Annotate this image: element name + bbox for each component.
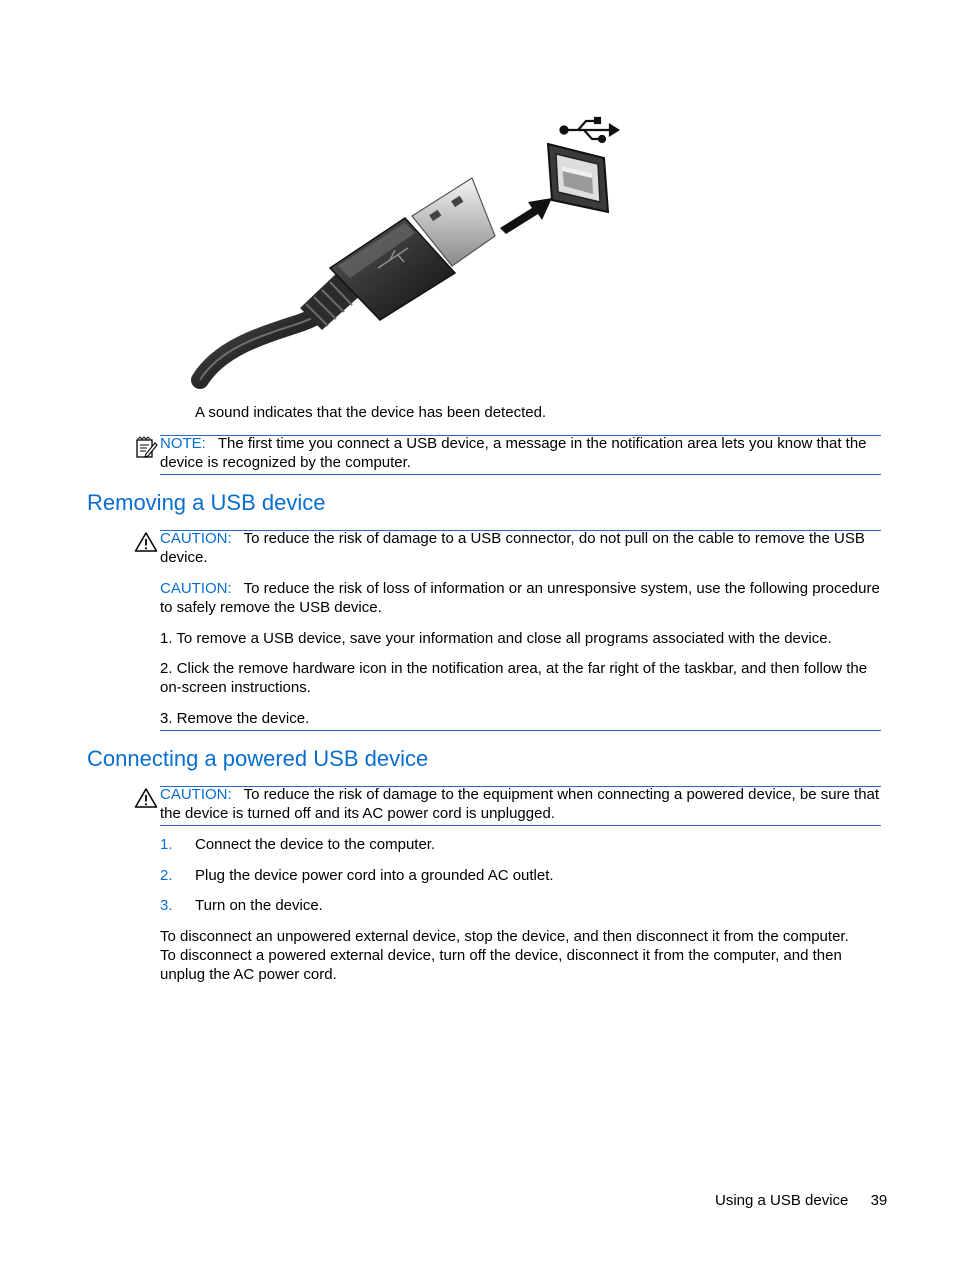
page-footer (715, 1191, 887, 1210)
caution3-label: CAUTION: (160, 786, 232, 803)
note-label: NOTE: (160, 435, 206, 452)
caution3-bottom-rule (160, 825, 881, 826)
caution2-block (160, 579, 881, 617)
step-text: Connect the device to the computer. (195, 836, 436, 853)
note-block (160, 434, 881, 472)
step-text: Plug the device power cord into a grounded AC outlet. (195, 867, 554, 884)
usb-port (548, 144, 608, 212)
insert-arrow-icon (500, 198, 552, 234)
step-number: 1. (160, 836, 173, 853)
remove-step-1: 1. To remove a USB device, save your information and close all programs associated with the device. (160, 630, 832, 647)
caution3-block (160, 785, 881, 823)
heading-connecting-powered-usb: Connecting a powered USB device (87, 746, 429, 771)
caution3-text: To reduce the risk of damage to the equipment when connecting a powered device, be sure that the device is turned off and its AC power cord is unplugged. (160, 786, 880, 822)
heading-removing-usb: Removing a USB device (87, 490, 326, 515)
note-bottom-rule (160, 474, 881, 475)
step-text: Turn on the device. (195, 897, 323, 914)
caution-warning-icon (134, 787, 158, 809)
step-number: 3. (160, 897, 173, 914)
remove-step-3: 3. Remove the device. (160, 710, 310, 727)
remove-step-2: 2. Click the remove hardware icon in the notification area, at the far right of the taskbar, and then follow the on-screen instructions. (160, 660, 868, 696)
usb-trident-icon (561, 118, 619, 142)
caution1-label: CAUTION: (160, 530, 232, 547)
caution1-block (160, 529, 881, 567)
step-number: 2. (160, 867, 173, 884)
note-icon (134, 436, 158, 460)
note-text: The first time you connect a USB device, a message in the notification area lets you know that the device is recognized by the computer. (160, 435, 867, 471)
caution2-text: To reduce the risk of loss of information or an unresponsive system, use the following procedure to safely remove the USB device. (160, 580, 880, 616)
caution2-label: CAUTION: (160, 580, 232, 597)
page-number: 39 (870, 1192, 888, 1209)
closing-paragraph: To disconnect an unpowered external device, stop the device, and then disconnect it from the computer. To disconnect a powered external device, turn off the device, disconnect it from the computer, and then unplug the AC power cord. (160, 928, 849, 983)
caution1-text: To reduce the risk of damage to a USB connector, do not pull on the cable to remove the USB device. (160, 530, 865, 566)
intro-text: A sound indicates that the device has been detected. (195, 404, 547, 421)
usb-connection-illustration (190, 108, 630, 390)
caution-warning-icon (134, 531, 158, 553)
caution1-bottom-rule (160, 730, 881, 731)
footer-section-title: Using a USB device (715, 1192, 849, 1209)
